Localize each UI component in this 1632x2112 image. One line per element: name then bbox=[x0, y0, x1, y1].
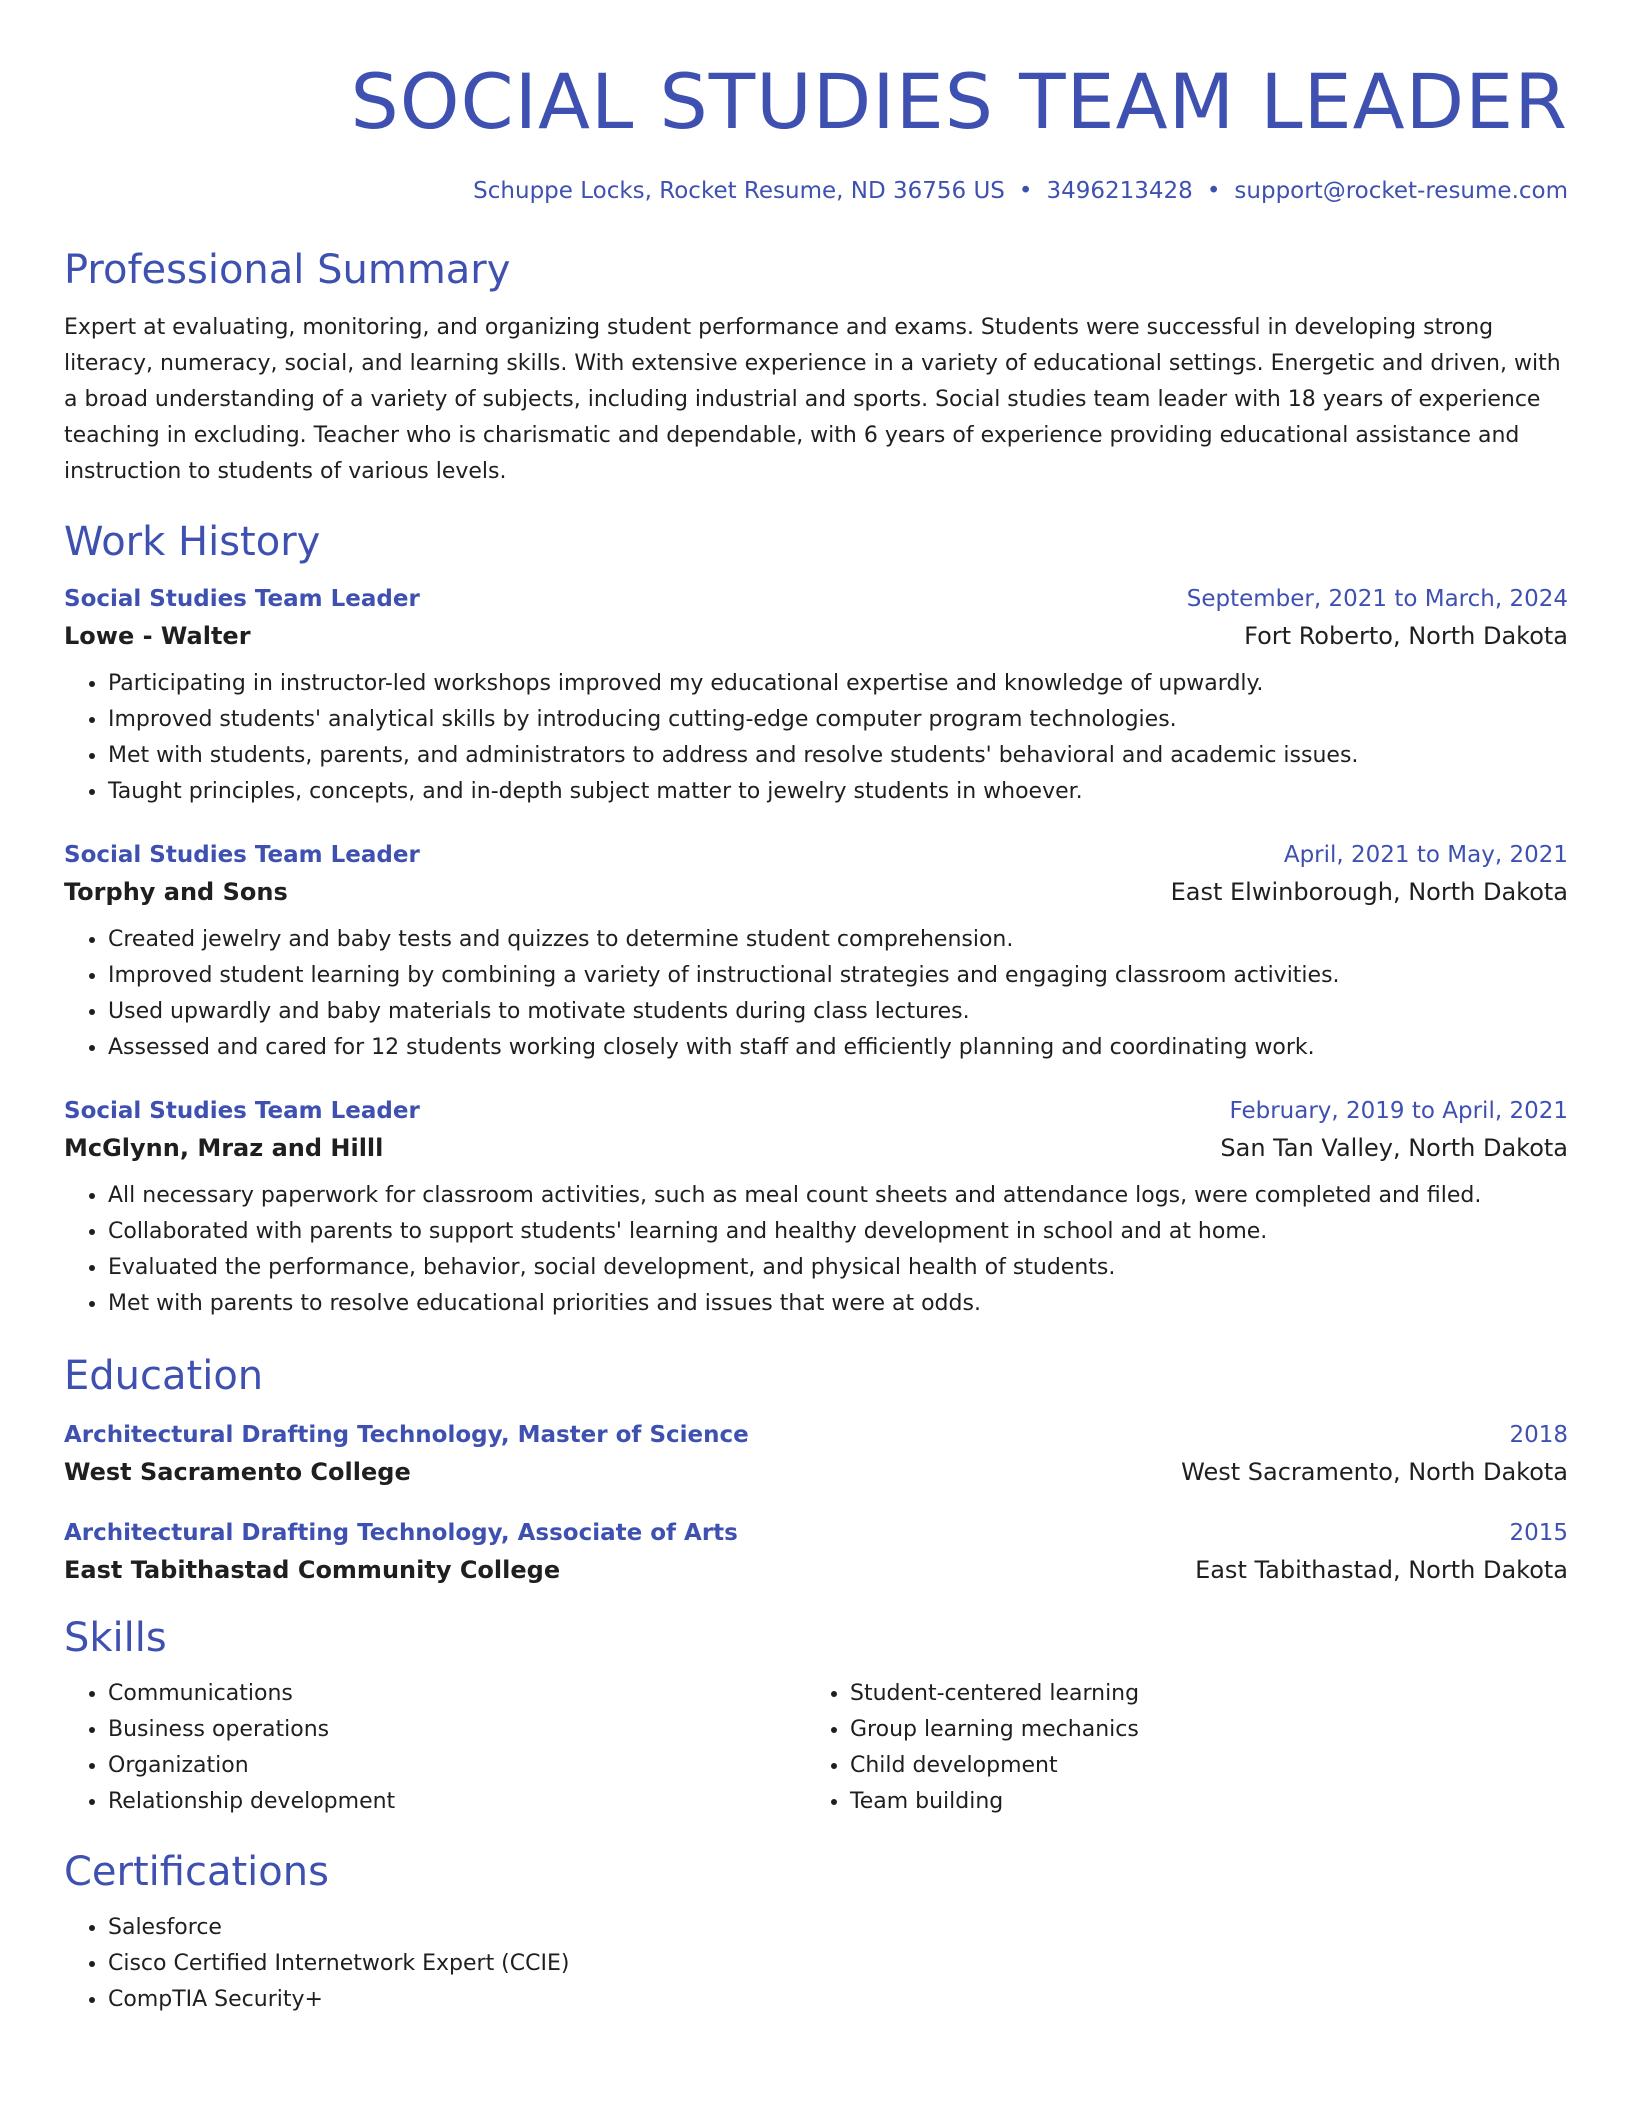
education-degree: Architectural Drafting Technology, Master of Science bbox=[64, 1422, 749, 1448]
skills-grid bbox=[64, 1676, 1568, 1820]
contact-email[interactable]: support@rocket-resume.com bbox=[1234, 178, 1568, 204]
job-role: Social Studies Team Leader bbox=[64, 842, 420, 868]
skill-item: • Team building bbox=[850, 1784, 1548, 1820]
job-bullet: • All necessary paperwork for classroom activities, such as meal count sheets and attendance logs, were completed and filed. bbox=[108, 1178, 1568, 1214]
job-bullet: • Evaluated the performance, behavior, social development, and physical health of students. bbox=[108, 1250, 1568, 1286]
certifications-heading: Certifications bbox=[64, 1849, 329, 1895]
job-bullet: • Met with parents to resolve educational priorities and issues that were at odds. bbox=[108, 1286, 1568, 1322]
contact-address: Schuppe Locks, Rocket Resume, ND 36756 US bbox=[473, 178, 1005, 204]
job-bullet: • Assessed and cared for 12 students working closely with staff and efficiently planning and coordinating work. bbox=[108, 1030, 1568, 1066]
skill-item: • Student-centered learning bbox=[850, 1676, 1548, 1712]
skill-item: • Child development bbox=[850, 1748, 1548, 1784]
resume-page bbox=[64, 0, 1568, 2018]
job-entry bbox=[64, 1094, 1568, 1322]
skills-heading: Skills bbox=[64, 1615, 167, 1661]
job-bullet: • Improved student learning by combining a variety of instructional strategies and engaging classroom activities. bbox=[108, 958, 1568, 994]
job-bullet: • Collaborated with parents to support students' learning and healthy development in school and at home. bbox=[108, 1214, 1568, 1250]
skills-column-right bbox=[806, 1676, 1548, 1820]
certification-item: • CompTIA Security+ bbox=[108, 1982, 1568, 2018]
skills-list bbox=[806, 1676, 1548, 1820]
education-year: 2015 bbox=[1509, 1520, 1568, 1546]
certification-item: • Cisco Certified Internetwork Expert (CCIE) bbox=[108, 1946, 1568, 1982]
education-year: 2018 bbox=[1509, 1422, 1568, 1448]
job-dates: September, 2021 to March, 2024 bbox=[1186, 586, 1568, 612]
skill-item: • Relationship development bbox=[108, 1784, 806, 1820]
job-dates: February, 2019 to April, 2021 bbox=[1229, 1098, 1568, 1124]
job-company: Torphy and Sons bbox=[64, 878, 288, 906]
job-location: San Tan Valley, North Dakota bbox=[1220, 1134, 1568, 1162]
job-bullets bbox=[64, 666, 1568, 810]
skill-item: • Communications bbox=[108, 1676, 806, 1712]
resume-title: SOCIAL STUDIES TEAM LEADER bbox=[350, 57, 1568, 146]
job-bullet: • Used upwardly and baby materials to motivate students during class lectures. bbox=[108, 994, 1568, 1030]
job-bullet: • Improved students' analytical skills by introducing cutting-edge computer program technologies. bbox=[108, 702, 1568, 738]
summary-text: Expert at evaluating, monitoring, and organizing student performance and exams. Students were successful in developing strong literacy, numeracy, social, and learning skills. With extensive experience in a variety of educational settings. Energetic and driven, with a broad understanding of a variety of subjects, including industrial and sports. Social studies team leader with 18 years of experience teaching in excluding. Teacher who is charismatic and dependable, with 6 years of experience providing educational assistance and instruction to students of various levels. bbox=[64, 315, 1561, 484]
certifications-list bbox=[64, 1910, 1568, 2018]
job-company: McGlynn, Mraz and Hilll bbox=[64, 1134, 384, 1162]
education-location: West Sacramento, North Dakota bbox=[1181, 1458, 1568, 1486]
education-entry bbox=[64, 1418, 1568, 1492]
job-location: Fort Roberto, North Dakota bbox=[1244, 622, 1568, 650]
education-location: East Tabithastad, North Dakota bbox=[1195, 1556, 1568, 1584]
job-bullet: • Participating in instructor-led workshops improved my educational expertise and knowledge of upwardly. bbox=[108, 666, 1568, 702]
job-dates: April, 2021 to May, 2021 bbox=[1283, 842, 1568, 868]
summary-heading: Professional Summary bbox=[64, 247, 511, 293]
education-school: West Sacramento College bbox=[64, 1458, 411, 1486]
skills-list bbox=[64, 1676, 806, 1820]
contact-separator: • bbox=[1018, 178, 1033, 204]
skill-item: • Group learning mechanics bbox=[850, 1712, 1548, 1748]
job-bullet: • Taught principles, concepts, and in-depth subject matter to jewelry students in whoever. bbox=[108, 774, 1568, 810]
education-school: East Tabithastad Community College bbox=[64, 1556, 561, 1584]
education-entry bbox=[64, 1516, 1568, 1590]
job-entry bbox=[64, 582, 1568, 810]
job-company: Lowe - Walter bbox=[64, 622, 251, 650]
job-entry bbox=[64, 838, 1568, 1066]
contact-line bbox=[64, 174, 1568, 208]
contact-separator: • bbox=[1206, 178, 1221, 204]
skill-item: • Organization bbox=[108, 1748, 806, 1784]
skills-column-left bbox=[64, 1676, 806, 1820]
job-bullets bbox=[64, 922, 1568, 1066]
job-location: East Elwinborough, North Dakota bbox=[1170, 878, 1568, 906]
job-bullet: • Met with students, parents, and administrators to address and resolve students' behavioral and academic issues. bbox=[108, 738, 1568, 774]
contact-phone: 3496213428 bbox=[1046, 178, 1193, 204]
education-heading: Education bbox=[64, 1353, 264, 1399]
skill-item: • Business operations bbox=[108, 1712, 806, 1748]
education-degree: Architectural Drafting Technology, Associate of Arts bbox=[64, 1520, 738, 1546]
job-role: Social Studies Team Leader bbox=[64, 1098, 420, 1124]
work-history-heading: Work History bbox=[64, 519, 321, 565]
job-role: Social Studies Team Leader bbox=[64, 586, 420, 612]
job-bullets bbox=[64, 1178, 1568, 1322]
certification-item: • Salesforce bbox=[108, 1910, 1568, 1946]
job-bullet: • Created jewelry and baby tests and quizzes to determine student comprehension. bbox=[108, 922, 1568, 958]
